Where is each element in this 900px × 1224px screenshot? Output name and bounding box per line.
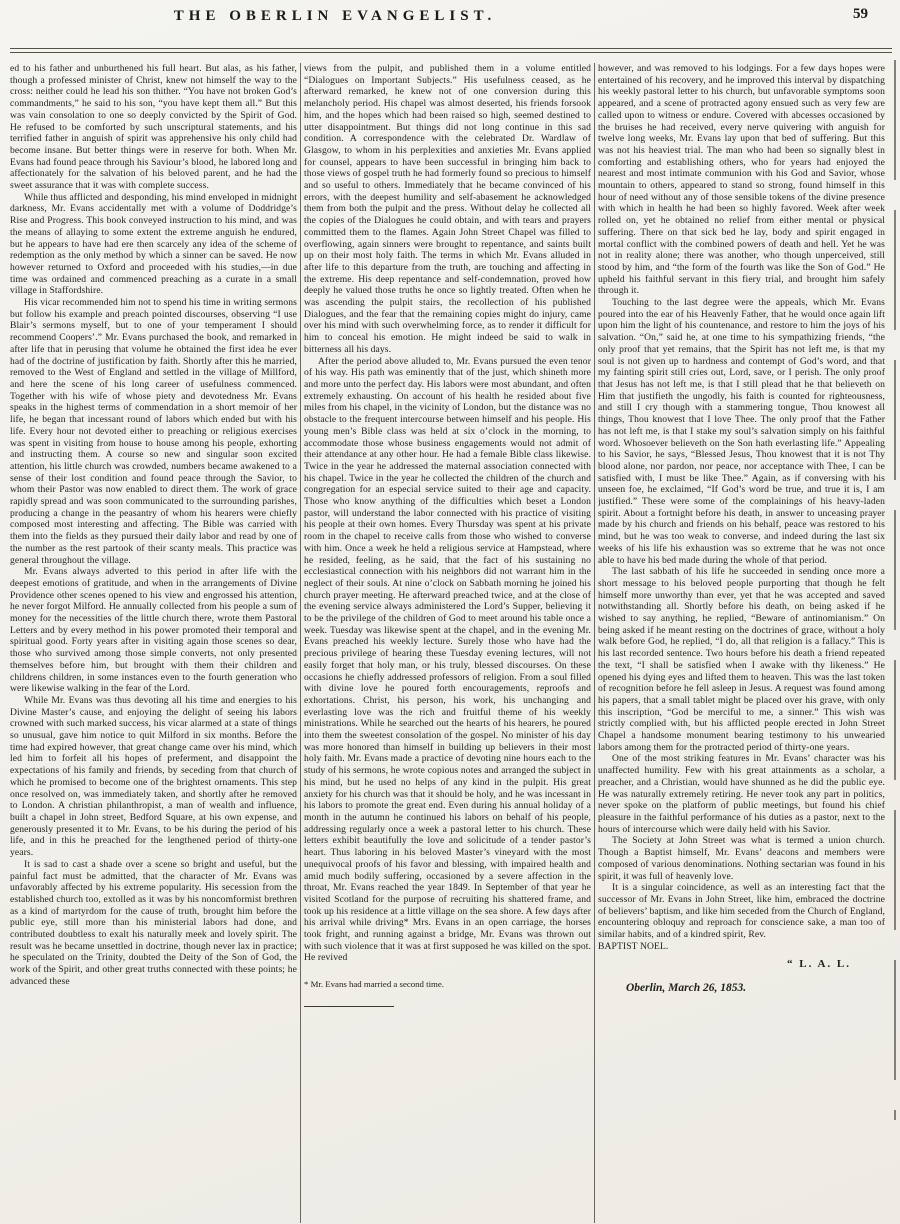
paragraph: After the period above alluded to, Mr. Evans pursued the even tenor of his way. His path was eminently that of the just, which shineth more and more unto the perfect day. His labors were most abundant, and often extremely exhausting. On account of his health he resided about five miles from his chapel, in the vicinity of London, but the distance was no obstacle to the frequent intercourse between himself and his people. His young men’s Bible class was held at six o’clock in the morning, to accommodate those whose business engagements would not admit of their attendance at any other hour. He had a female Bible class likewise. Twice in the year he addressed the maternal association connected with his chapel. Twice in the year he collected the children of the church and congregation for an especial service suited to their age and capacity. Those who know anything of the difficulties which beset a London pastor, will understand the labor connected with his practice of visiting his people at their own homes. Every Thursday was spent at his private room in the chapel to receive calls from those who wished to converse with him. Once a week he held a religious service at Hampstead, where he resided, feeling, as he said, that the fact of his sustaining no ecclesiastical connection with his neighbors did not warrant him in the neglect of their souls. At nine o’clock on Sabbath morning he joined his church prayer meeting. He afterward preached twice, and at the close of the evening service always administered the Lord’s Supper, believing it to be the privilege of the children of God to meet around his table once a week. Tuesday was likewise spent at the chapel, and in the evening Mr. Evans preached his weekly lecture. Surely those who have had the precious privilege of hearing these Tuesday evening lectures, will not easily forget that holy man, or his truly, blessed discourses. On these occasions he chiefly addressed professors of religion. From a soul filled with divine love he poured forth encouragements, reproofs and exhortations. Christ, his person, his work, his unchanging and everlasting love was the rich and fruitful theme of his weekly ministrations. While he searched out the hearts of his hearers, he poured into them the sweetest consolation of the gospel. No minister of his day was more honored than himself in building up believers in their most holy faith. Mr. Evans made a practice of devoting nine hours each to the study of his sermons, he wrote copious notes and arranged the subject in his mind, but he used no helps of any kind in the pulpit. His great anxiety for his church was that it should be holy, and he was incessant in his labors to promote the great end. Even during his annual holiday of a month in the autumn he continued his labors on behalf of his people, addressing regularly once a week a pastoral letter to his church. These letters exhibit beautifully the love and solicitude of a tender pastor’s heart. Thus laboring in his beloved Master’s vineyard with the most unequivocal proofs of his favor and blessing, with impaired health and amid much bodily suffering, occasioned by a severe affection in the throat, Mr. Evans reached the year 1849. In September of that year he visited Scotland for the purpose of recruiting his shattered frame, and took up his residence at a little village on the sea shore. A few days after his arrival while driving* Mrs. Evans in an open carriage, the horses took fright, and running against a bridge, Mr. Evans was thrown out with such violence that it was at first supposed he was killed on the spot. He revived [304,355,591,964]
column-2-text [304,63,591,964]
closing-block [598,958,885,994]
paragraph: One of the most striking features in Mr. Evans’ character was his unaffected humility. Few with his great attainments as a scholar, a preacher, and a Christian, would have shunned as he did the public eye. He was naturally extremely retiring. He never took any part in politics, never spoke on the platform of public meetings, but found his chief pleasure in the faithful performance of his duties as a pastor, next to the hours of intercourse which were daily held with his Savior. [598,753,885,835]
column-3 [598,63,885,1223]
column-2 [304,63,591,1223]
footnote-rule [304,1006,394,1009]
paragraph: While Mr. Evans was thus devoting all his time and energies to his Divine Master’s cause, and enjoying the delight of seeing his labors crowned with such marked success, his vicar alarmed at a state of things so unusual, gave him notice to quit Milford in six months. Before the time had expired however, that great change came over his mind, which led him to forfeit all his hopes of preferment, and disappoint the expectations of his family and friends, by seceding from that church of which he promised to become one of the brightest ornaments. This step once resolved on, was immediately taken, and shortly after he removed to London. A christian philanthropist, a man of wealth and influence, built a chapel in John street, Bedford Square, at his own expense, and generously presented it to Mr. Evans, to be his during the period of his life, and in this he preached for the lengthened period of thirty-one years. [10,694,297,859]
paragraph: Mr. Evans always adverted to this period in after life with the deepest emotions of gratitude, and when in the arrangements of Divine Providence other scenes opened to his view and engrossed his attention, he never forgot Milford. He annually collected from his people a sum of money for the necessities of the little church there, wrote them Pastoral Letters and by every method in his power promoted their temporal and spiritual good. Forty years after in visiting again those scenes so dear, those who survived among those simple converts, not only presented themselves before him, but brought with them their children and childrens children, in some instances even to the fourth generation who were likewise walking in the fear of the Lord. [10,566,297,695]
column-1 [10,63,297,1223]
paragraph: It is a singular coincidence, as well as an interesting fact that the successor of Mr. Evans in John Street, like him, embraced the doctrine of believers’ baptism, and like him seceded from the Church of England, encountering obloquy and reproach for conscience sake, a man too of similar habits, and of a kindred spirit, Rev. [598,882,885,941]
author-initials: “ L. A. L. [786,958,851,971]
column-divider [594,63,595,1223]
footnote-text: * Mr. Evans had married a second time. [304,979,444,990]
column-divider [300,63,301,1223]
footnote [304,974,591,1009]
page-number: 59 [853,6,868,22]
paragraph: It is sad to cast a shade over a scene so bright and useful, but the painful fact must be admitted, that the character of Mr. Evans was unfavorably affected by his extreme popularity. His secession from the established church too, extolled as it was by his noncomformist brethren as a kind of martyrdom for the cause of truth, brought him before the public eye, still more than his ministerial labors had done, and contributed doubtless to exalt his naturally meek and lovely spirit. The result was he became unsettled in doctrine, though never lax in practice; he speculated on the Trinity, doubted the Deity of the Son of God, the work of the Spirit, and other great truths connected with these points; he advanced these [10,858,297,987]
paragraph: While thus afflicted and desponding, his mind enveloped in midnight darkness, Mr. Evans accidentally met with a volume of Doddridge’s Rise and Progress. This book conveyed instruction to his mind, and was the means of allaying to some extent the extreme anguish he endured, but he appears to have had ere then scarcely any idea of the scheme of redemption as the only method by which a sinner can be saved. He now however returned to Oxford and proceeded with his studies,—in due time was ordained and commenced preaching as a curate in a small village in Staffordshire. [10,191,297,297]
paragraph: ed to his father and unburthened his full heart. But alas, as his father, though a professed minister of Christ, knew not himself the way to the cross: neither could he lead his son thither. “You have not broken God’s commandments,” he said to his son, “you have kept them all.” But this was vain consolation to one so deeply convicted by the Spirit of God. He refused to be comforted by such unscriptural statements, and his terrified father in anguish of spirit was apprehensive his only child had become insane. But better things were in reserve for both. When Mr. Evans had found peace through his Saviour’s blood, he labored long and affectionately for the salvation of his beloved parent, and he had the sweet assurance that it was with complete success. [10,63,297,192]
paragraph: views from the pulpit, and published them in a volume entitled “Dialogues on Important Subjects.” His usefulness ceased, as he afterward remarked, he knew not of one conversion during this melancholy period. His chapel was almost deserted, his friends forsook him, and the hopes which had been raised so high, seemed destined to utter disappointment. But things did not long continue in this sad condition. A correspondence with the celebrated Dr. Wardlaw of Glasgow, to whom in his perplexities and anxieties Mr. Evans applied for counsel, appears to have been successful in bringing him back to those views of gospel truth he had formerly found so precious to himself and so useful to others. Immediately that he became convinced of his errors, with the deepest humility and self-abasement he acknowledged them from both the pulpit and the press. Without delay he collected all the copies of the Dialogues he could obtain, and with tears and prayers committed them to the flames. Again John Street Chapel was filled to overflowing, again sinners were brought to repentance, and saints built up on their most holy faith. The terms in which Mr. Evans alluded in after life to this departure from the truth, are touching and affecting in the extreme. His deep repentance and self-condemnation, proved how deeply he valued those truths he once so lightly treated. Often when he was ascending the pulpit stairs, the recollection of his published Dialogues, and the fear that the remaining copies might do injury, came over his mind with such overwhelming force, as to render it difficult for him to conceal his emotion. He might indeed be said to walk in bitterness all his days. [304,63,591,355]
paragraph: The Society at John Street was what is termed a union church. Though a Baptist himself, Mr. Evans’ deacons and members were composed of various denominations. Nothing sectarian was found in his spirit, it was full of heavenly love. [598,835,885,882]
paragraph: The last sabbath of his life he succeeded in sending once more a short message to his beloved people purporting that though he felt himself more unworthy than ever, yet that he was accepted and saved notwithstanding all. Shortly before his death, on being asked if he wished to say anything, he replied, “Beware of antinomianism.” On being asked if he meant resting on the doctrines of grace, without a holy walk before God, he replied, “I do, all that religion is a fallacy.” This is his last recorded sentence. Two hours before his death a friend repeated the text, “I shall be satisfied when I awake with thy likeness.” He opened his dying eyes and lifted them to heaven. This was the last token of recognition before he fell asleep in Jesus. A request was found among his papers, that a small tablet might be placed over his grave, with only this inscription, “God be merciful to me, a sinner.” This wish was strictly complied with, but his afflicted people erected in John Street Chapel a handsome monument bearing testimony to his unwearied labors among them for the protracted period of thirty-one years. [598,566,885,753]
article-columns [0,53,900,1223]
paragraph: His vicar recommended him not to spend his time in writing sermons but follow his example and preach pointed discourses, observing “I use Blair’s sermons myself, but to one of your temperament I should recommend Coopers’.” Mr. Evans purchased the book, and remarked in after life that in perusing that volume he obtained the first idea he ever had of the doctrine of justification by faith. Shortly after this he married, removed to the West of England and settled in the village of Millford, and here the scene of his long career of usefulness commenced. Together with his wife of whose piety and devotedness Mr. Evans speaks in the highest terms of commendation in a short memoir of her life, he began that incessant round of labors which ended but with his life. Every hour not devoted either to preaching or religious exercises was spent in visiting from house to house among his people, exhorting and instructing them. A course so new and singular soon excited attention, his little church was crowded, numbers became awakened to a sense of their lost condition and found peace through the Savior, to whom their Pastor was now enabled to direct them. The work of grace rapidly spread and was soon communicated to the surrounding parishes, producing a change in the peasantry of whom his hearers were chiefly composed most interesting and affecting. The Bible was carried with them into the fields as they pursued their daily labor and read by one of the number as the rest partook of their scanty meals. This practice was general throughout the village. [10,297,297,566]
column-1-text [10,63,297,988]
dateline: Oberlin, March 26, 1853. [626,982,747,995]
scan-edge-artifact [894,60,896,1120]
paragraph: BAPTIST NOEL. [598,940,669,952]
column-3-text [598,63,885,952]
masthead [0,0,900,42]
publication-title: THE OBERLIN EVANGELIST. [173,8,497,24]
paragraph: Touching to the last degree were the appeals, which Mr. Evans poured into the ear of his Heavenly Father, that he would once again lift upon him the light of his countenance, and restore to him the joys of his salvation. “On,” said he, at one time to his sympathizing friends, “the only proof that yet remains, that the Spirit has not left me, is that my soul is not given up to hardness and contempt of God’s word, and that my fainting spirit still cries out, Lord, save, or I perish. The only proof that Jesus has not left me, is that I still plead that he that believeth on Him that justifieth the ungodly, his faith is counted for righteousness, and still I cry though with a stammering tongue, Thou knowest all things, Thou knowest that I love Thee. The only proof that the Father has not left me, is that I stake my soul’s salvation simply on his faithful word. Whosoever believeth on the Son hath everlasting life.” Appealing to his Savior, he says, “Blessed Jesus, Thou knowest that it is not Thy blood alone, nor pardon, nor peace, nor acceptance with Thee, I can be satisfied with, I must be like Thee.” Again, as if conversing with his unseen foe, he exclaimed, “If God’s word be true, and true it is, I am justified.” These were some of the complainings of his heavy-laden spirit. About a fortnight before his death, in answer to unceasing prayer made by his church and friends on his behalf, peace was restored to his mind, but he was too weak to converse, and indeed during the last six weeks of his life his exhaustion was so extreme that he was not once able to have his bed made during the whole of that period. [598,297,885,566]
paragraph: however, and was removed to his lodgings. For a few days hopes were entertained of his recovery, and he improved this interval by dispatching his weekly pastoral letter to his church, but unfavorable symptoms soon appeared, and a scene of protracted agony ensued such as very few are called upon to witness or endure. Covered with abcesses occasioned by the bruises he had received, every nerve quivering with anguish for twelve long weeks, Mr. Evans lay upon that bed of suffering. But this was not his heaviest trial. The man who had been so signally blest in comforting and establishing others, who for years had enjoyed the nearest and most intimate communion with his God and Savior, whose mountain to others, appeared to stand so strong, found himself in this hour of need without any of those sensible tokens of the divine presence with which in health he had been so highly favored. Week after week rolled on, yet he obtained no relief from either mental or physical suffering. There on that sick bed he lay, body and spirit engaged in mortal conflict with the combined powers of death and hell. Yet he was not in reality alone; there was another, who though unperceived, still stood by him, and “the form of the fourth was like the Son of God.” He upheld his faithful servant in this fiery trial, and brought him safely through it. [598,63,885,297]
